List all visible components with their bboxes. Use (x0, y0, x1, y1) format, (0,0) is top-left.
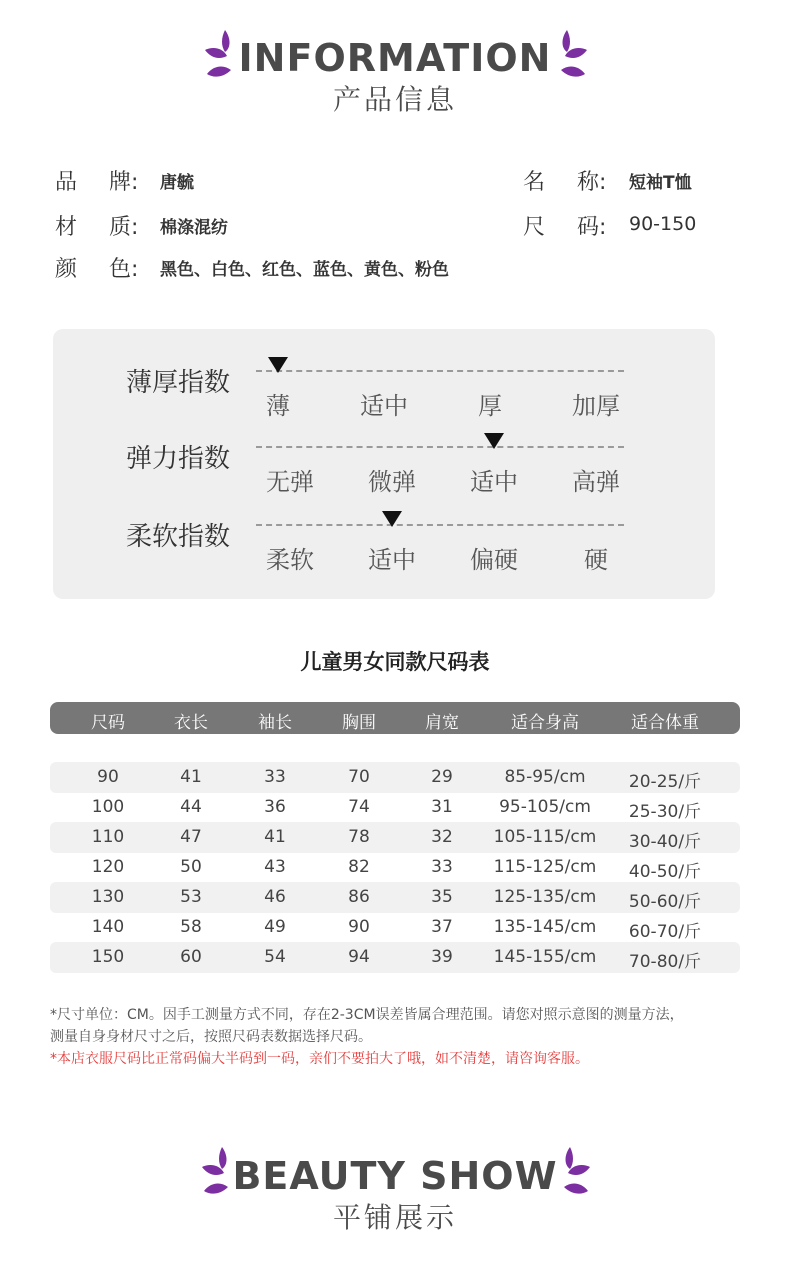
table-cell: 46 (264, 887, 286, 907)
column-header: 适合体重 (631, 713, 699, 733)
note-line-3-warning: *本店衣服尺码比正常码偏大半码到一码，亲们不要拍大了哦，如不清楚，请咨询客服。 (50, 1051, 589, 1067)
table-cell: 44 (180, 797, 202, 817)
info-header-en: INFORMATION (238, 36, 552, 80)
table-cell: 36 (264, 797, 286, 817)
table-cell: 90 (348, 917, 370, 937)
beauty-show-header-en: BEAUTY SHOW (232, 1154, 558, 1198)
table-cell: 31 (431, 797, 453, 817)
index-dashed-scale (256, 370, 624, 372)
color-label: 颜 色: (55, 257, 139, 282)
table-cell: 60-70/斤 (628, 922, 702, 942)
table-cell: 43 (264, 857, 286, 877)
column-header: 胸围 (342, 713, 376, 733)
index-option: 加厚 (572, 392, 620, 420)
table-row (50, 762, 740, 793)
table-cell: 70 (348, 767, 370, 787)
table-cell: 105-115/cm (493, 827, 597, 847)
index-title: 柔软指数 (126, 522, 231, 552)
table-cell: 49 (264, 917, 286, 937)
column-header: 适合身高 (511, 713, 579, 733)
name-value: 短袖T恤 (629, 173, 692, 193)
table-cell: 20-25/斤 (628, 772, 702, 792)
table-cell: 94 (348, 947, 370, 967)
index-option: 厚 (478, 392, 502, 420)
table-cell: 47 (180, 827, 202, 847)
table-cell: 110 (91, 827, 125, 847)
size-table-title: 儿童男女同款尺码表 (300, 650, 490, 674)
table-cell: 120 (91, 857, 125, 877)
beauty-show-header-cn: 平铺展示 (332, 1201, 457, 1234)
table-cell: 50 (180, 857, 202, 877)
size-value: 90-150 (629, 213, 697, 235)
table-cell: 33 (431, 857, 453, 877)
size-table-header (50, 702, 740, 734)
material-label: 材 质: (55, 215, 139, 240)
table-cell: 60 (180, 947, 202, 967)
table-cell: 140 (91, 917, 125, 937)
table-row (50, 792, 740, 823)
index-title: 薄厚指数 (126, 368, 231, 398)
index-dashed-scale (256, 524, 624, 526)
color-value: 黑色、白色、红色、蓝色、黄色、粉色 (160, 260, 449, 280)
index-option: 柔软 (266, 546, 314, 574)
index-option: 偏硬 (470, 546, 518, 574)
table-row (50, 882, 740, 913)
table-row (50, 912, 740, 943)
table-cell: 150 (91, 947, 125, 967)
table-cell: 35 (431, 887, 453, 907)
table-cell: 74 (348, 797, 370, 817)
index-title: 弹力指数 (126, 444, 231, 474)
table-cell: 32 (431, 827, 453, 847)
table-cell: 53 (180, 887, 202, 907)
info-header-cn: 产品信息 (332, 83, 457, 116)
table-cell: 82 (348, 857, 370, 877)
index-option: 无弹 (266, 468, 314, 496)
table-cell: 30-40/斤 (628, 832, 702, 852)
column-header: 尺码 (91, 713, 125, 733)
table-cell: 41 (264, 827, 286, 847)
selected-level-marker-icon (382, 511, 402, 527)
brand-value: 唐毓 (160, 173, 194, 193)
table-row (50, 852, 740, 883)
table-cell: 115-125/cm (493, 857, 597, 877)
index-option: 适中 (470, 468, 518, 496)
note-line-2: 测量自身身材尺寸之后，按照尺码表数据选择尺码。 (50, 1029, 372, 1045)
table-cell: 54 (264, 947, 286, 967)
table-row (50, 822, 740, 853)
table-row (50, 942, 740, 973)
table-cell: 135-145/cm (493, 917, 597, 937)
table-cell: 86 (348, 887, 370, 907)
index-option: 微弹 (368, 468, 416, 496)
index-option: 硬 (584, 546, 608, 574)
size-label: 尺 码: (523, 215, 607, 240)
name-label: 名 称: (523, 170, 607, 195)
index-option: 适中 (368, 546, 416, 574)
index-option: 薄 (266, 392, 290, 420)
index-dashed-scale (256, 446, 624, 448)
table-cell: 25-30/斤 (628, 802, 702, 822)
table-cell: 85-95/cm (504, 767, 586, 787)
table-cell: 130 (91, 887, 125, 907)
column-header: 衣长 (174, 713, 208, 733)
selected-level-marker-icon (484, 433, 504, 449)
note-line-1: *尺寸单位：CM。因手工测量方式不同，存在2-3CM误差皆属合理范围。请您对照示意图的测量方法， (50, 1007, 684, 1023)
table-cell: 90 (97, 767, 119, 787)
material-value: 棉涤混纺 (160, 218, 228, 238)
table-cell: 145-155/cm (493, 947, 597, 967)
table-cell: 78 (348, 827, 370, 847)
table-cell: 100 (91, 797, 125, 817)
table-cell: 70-80/斤 (628, 952, 702, 972)
brand-label: 品 牌: (55, 170, 139, 195)
table-cell: 37 (431, 917, 453, 937)
index-option: 高弹 (572, 468, 620, 496)
table-cell: 33 (264, 767, 286, 787)
selected-level-marker-icon (268, 357, 288, 373)
table-cell: 50-60/斤 (628, 892, 702, 912)
column-header: 袖长 (258, 713, 292, 733)
table-cell: 125-135/cm (493, 887, 597, 907)
index-option: 适中 (360, 392, 408, 420)
table-cell: 29 (431, 767, 453, 787)
table-cell: 58 (180, 917, 202, 937)
table-cell: 95-105/cm (499, 797, 591, 817)
table-cell: 41 (180, 767, 202, 787)
table-cell: 39 (431, 947, 453, 967)
table-cell: 40-50/斤 (628, 862, 702, 882)
column-header: 肩宽 (425, 713, 459, 733)
